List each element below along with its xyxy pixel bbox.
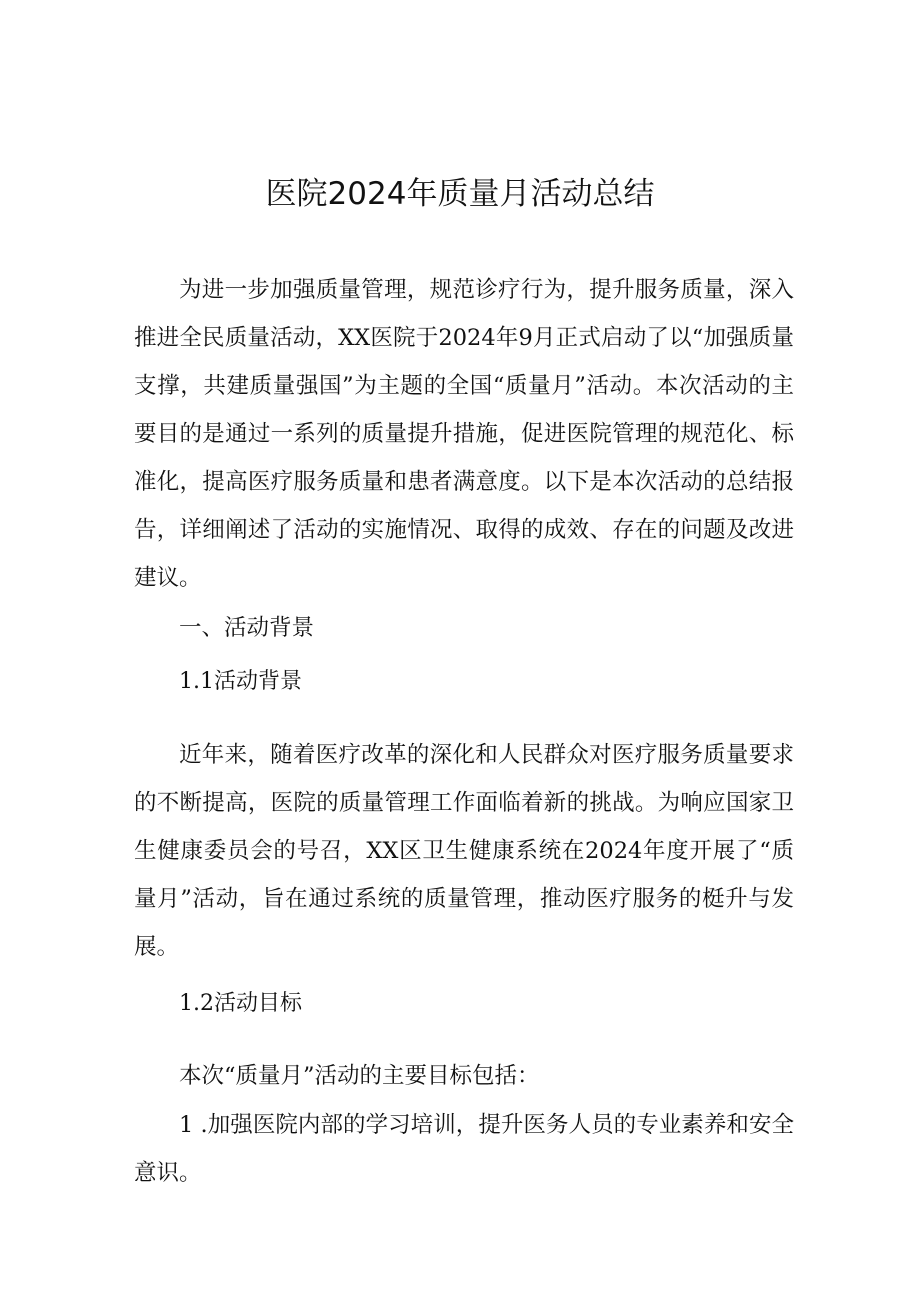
background-paragraph: 近年来，随着医疗改革的深化和人民群众对医疗服务质量要求的不断提高，医院的质量管理工作面临着新的挑战。为响应国家卫生健康委员会的号召，XX区卫生健康系统在2024年度开展了“质量月”活动，旨在通过系统的质量管理，推动医疗服务的梃升与发展。 <box>134 742 794 960</box>
subsection-heading-1-1: 1.1活动背景 <box>179 669 302 694</box>
subsection-heading-1-2: 1.2活动目标 <box>179 991 302 1016</box>
document-title: 医院2024年质量月活动总结 <box>265 176 655 212</box>
goal-item-1: 1 .加强医院内部的学习培训，提升医务人员的专业素养和安全意识。 <box>134 1112 794 1186</box>
goals-intro-paragraph: 本次“质量月”活动的主要目标包括： <box>179 1063 540 1089</box>
intro-paragraph: 为进一步加强质量管理，规范诊疗行为，提升服务质量，深入推进全民质量活动，XX医院于2024年9月正式启动了以“加强质量支撑，共建质量强国”为主题的全国“质量月”活动。本次活动的主要目的是通过一系列的质量提升措施，促进医院管理的规范化、标准化，提高医疗服务质量和患者满意度。以下是本次活动的总结报告，详细阐述了活动的实施情况、取得的成效、存在的问题及改进建议。 <box>134 277 794 591</box>
section-heading-background: 一、活动背景 <box>179 615 315 641</box>
